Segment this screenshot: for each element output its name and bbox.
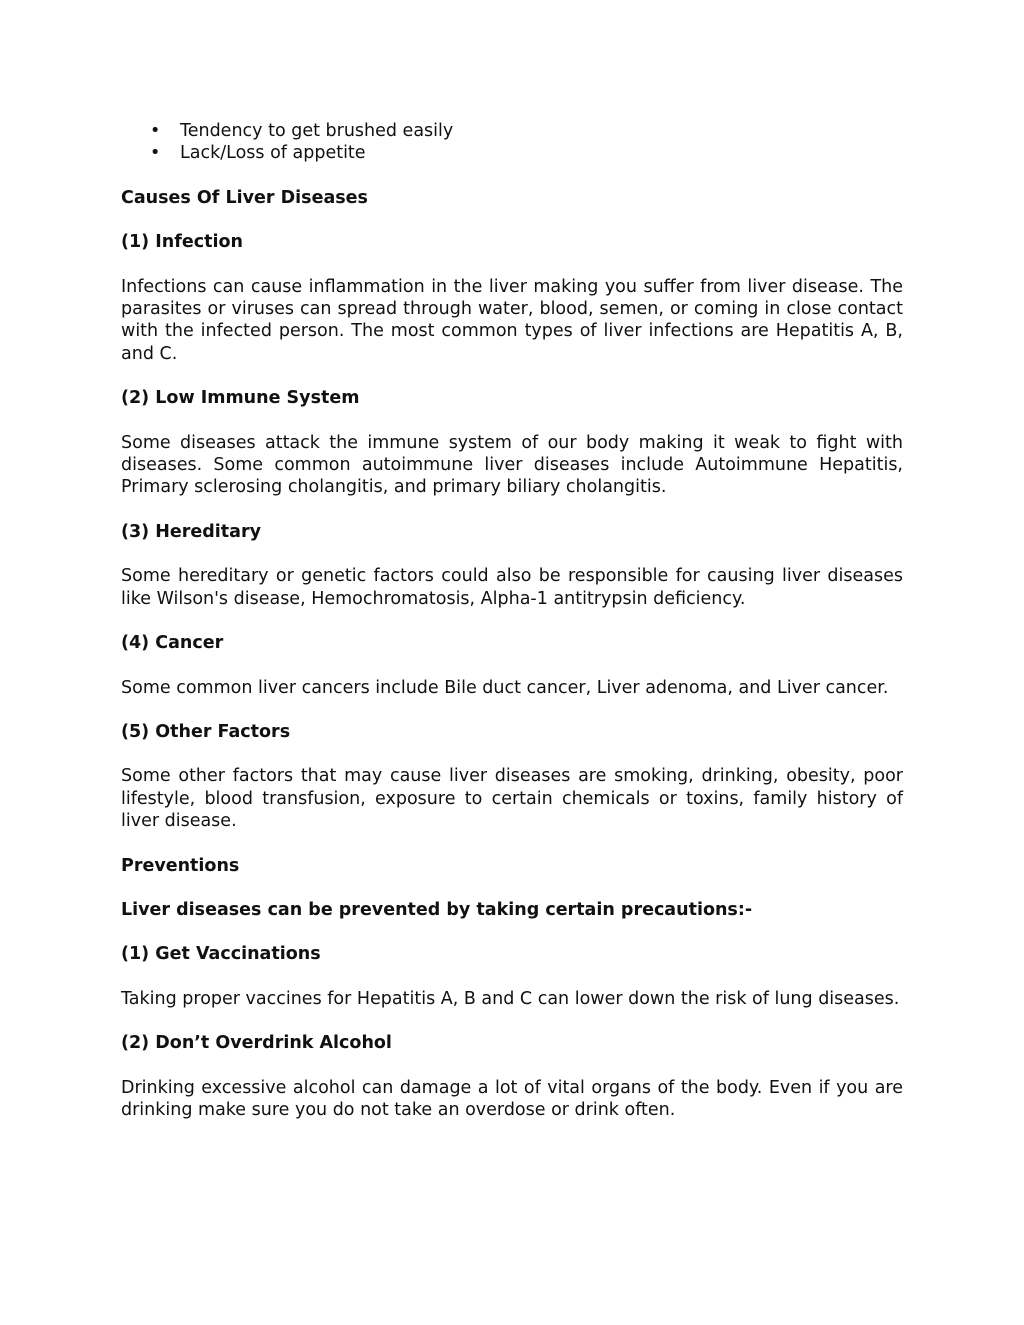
symptom-list (121, 120, 903, 165)
other-factors-heading: (5) Other Factors (121, 721, 291, 742)
list-item-text: Tendency to get brushed easily (180, 121, 454, 141)
list-item (121, 120, 903, 142)
list-item-text: Lack/Loss of appetite (180, 143, 366, 164)
document-page (121, 120, 903, 1121)
hereditary-paragraph: Some hereditary or genetic factors could also be responsible for causing liver diseases like Wilson's disease, Hemochromatosis, Alpha-1 antitrypsin deficiency. (121, 566, 903, 609)
alcohol-heading: (2) Don’t Overdrink Alcohol (121, 1033, 392, 1054)
infection-paragraph: Infections can cause inflammation in the liver making you suffer from liver disease. The parasites or viruses can spread through water, blood, semen, or coming in close contact with the infected person. The most common types of liver infections are Hepatitis A, B, and C. (121, 276, 903, 364)
vaccinations-paragraph: Taking proper vaccines for Hepatitis A, B and C can lower down the risk of lung diseases. (121, 988, 900, 1009)
preventions-intro: Liver diseases can be prevented by taking certain precautions:- (121, 899, 753, 920)
bullet-icon: • (150, 121, 161, 141)
causes-heading: Causes Of Liver Diseases (121, 187, 368, 208)
immune-paragraph: Some diseases attack the immune system of our body making it weak to fight with diseases. Some common autoimmune liver diseases include Autoimmune Hepatitis, Primary sclerosing cholangitis, and primary biliary cholangitis. (121, 432, 903, 498)
vaccinations-heading: (1) Get Vaccinations (121, 944, 321, 965)
infection-heading: (1) Infection (121, 232, 243, 253)
bullet-icon: • (150, 143, 161, 164)
list-item (121, 142, 903, 164)
alcohol-paragraph: Drinking excessive alcohol can damage a lot of vital organs of the body. Even if you are drinking make sure you do not take an overdose or drink often. (121, 1077, 903, 1120)
preventions-heading: Preventions (121, 855, 240, 876)
other-factors-paragraph: Some other factors that may cause liver diseases are smoking, drinking, obesity, poor lifestyle, blood transfusion, exposure to certain chemicals or toxins, family history of liver disease. (121, 766, 903, 832)
cancer-paragraph: Some common liver cancers include Bile duct cancer, Liver adenoma, and Liver cancer. (121, 677, 889, 698)
cancer-heading: (4) Cancer (121, 633, 224, 654)
hereditary-heading: (3) Hereditary (121, 521, 262, 542)
immune-heading: (2) Low Immune System (121, 388, 360, 409)
